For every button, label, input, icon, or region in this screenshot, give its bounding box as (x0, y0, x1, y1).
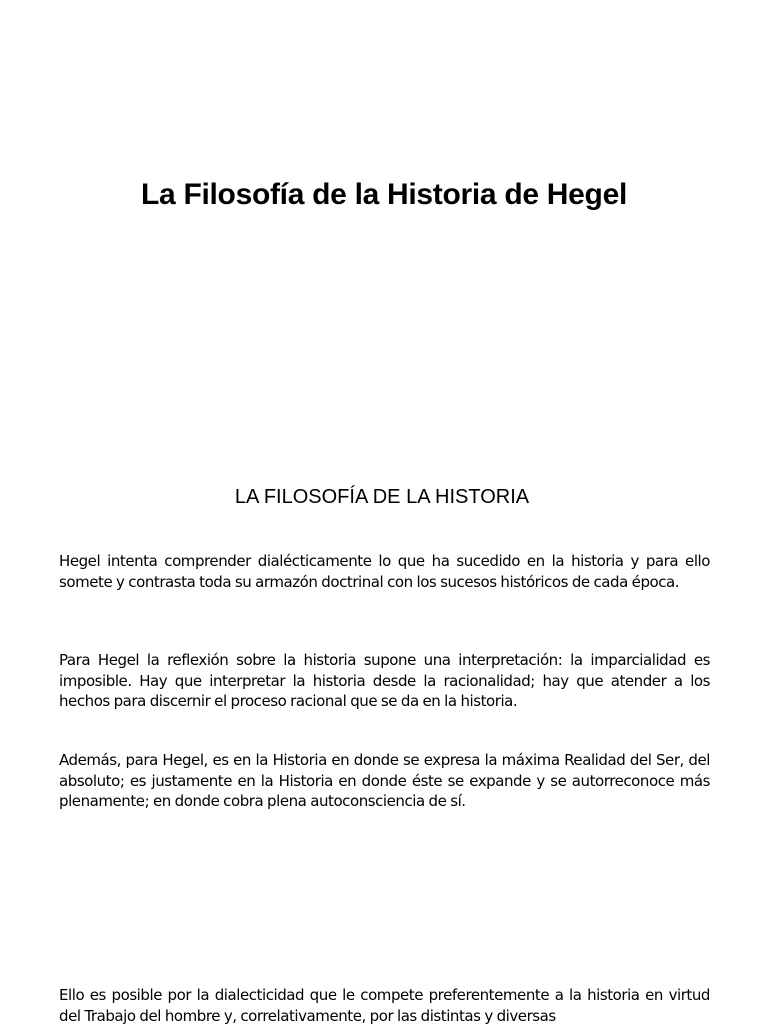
section-heading: LA FILOSOFÍA DE LA HISTORIA (234, 486, 530, 508)
paragraph: Ello es posible por la dialecticidad que le compete preferentemente a la historia en virtud del Trabajo del hombre y, correlativamente, por las distintas y diversas (59, 986, 710, 1024)
paragraph: Además, para Hegel, es en la Historia en donde se expresa la máxima Realidad del Ser, del absoluto; es justamente en la Historia en donde éste se expande y se autorreconoce más plenamente; en donde cobra plena autoconsciencia de sí. (59, 751, 710, 810)
document-title: La Filosofía de la Historia de Hegel (141, 178, 627, 211)
paragraph: Hegel intenta comprender dialécticamente lo que ha sucedido en la historia y para ello somete y contrasta toda su armazón doctrinal con los sucesos históricos de cada época. (59, 552, 710, 591)
paragraph: Para Hegel la reflexión sobre la historia supone una interpretación: la imparcialidad es imposible. Hay que interpretar la historia desde la racionalidad; hay que atender a los hechos para discernir el proceso racional que se da en la historia. (59, 651, 710, 710)
